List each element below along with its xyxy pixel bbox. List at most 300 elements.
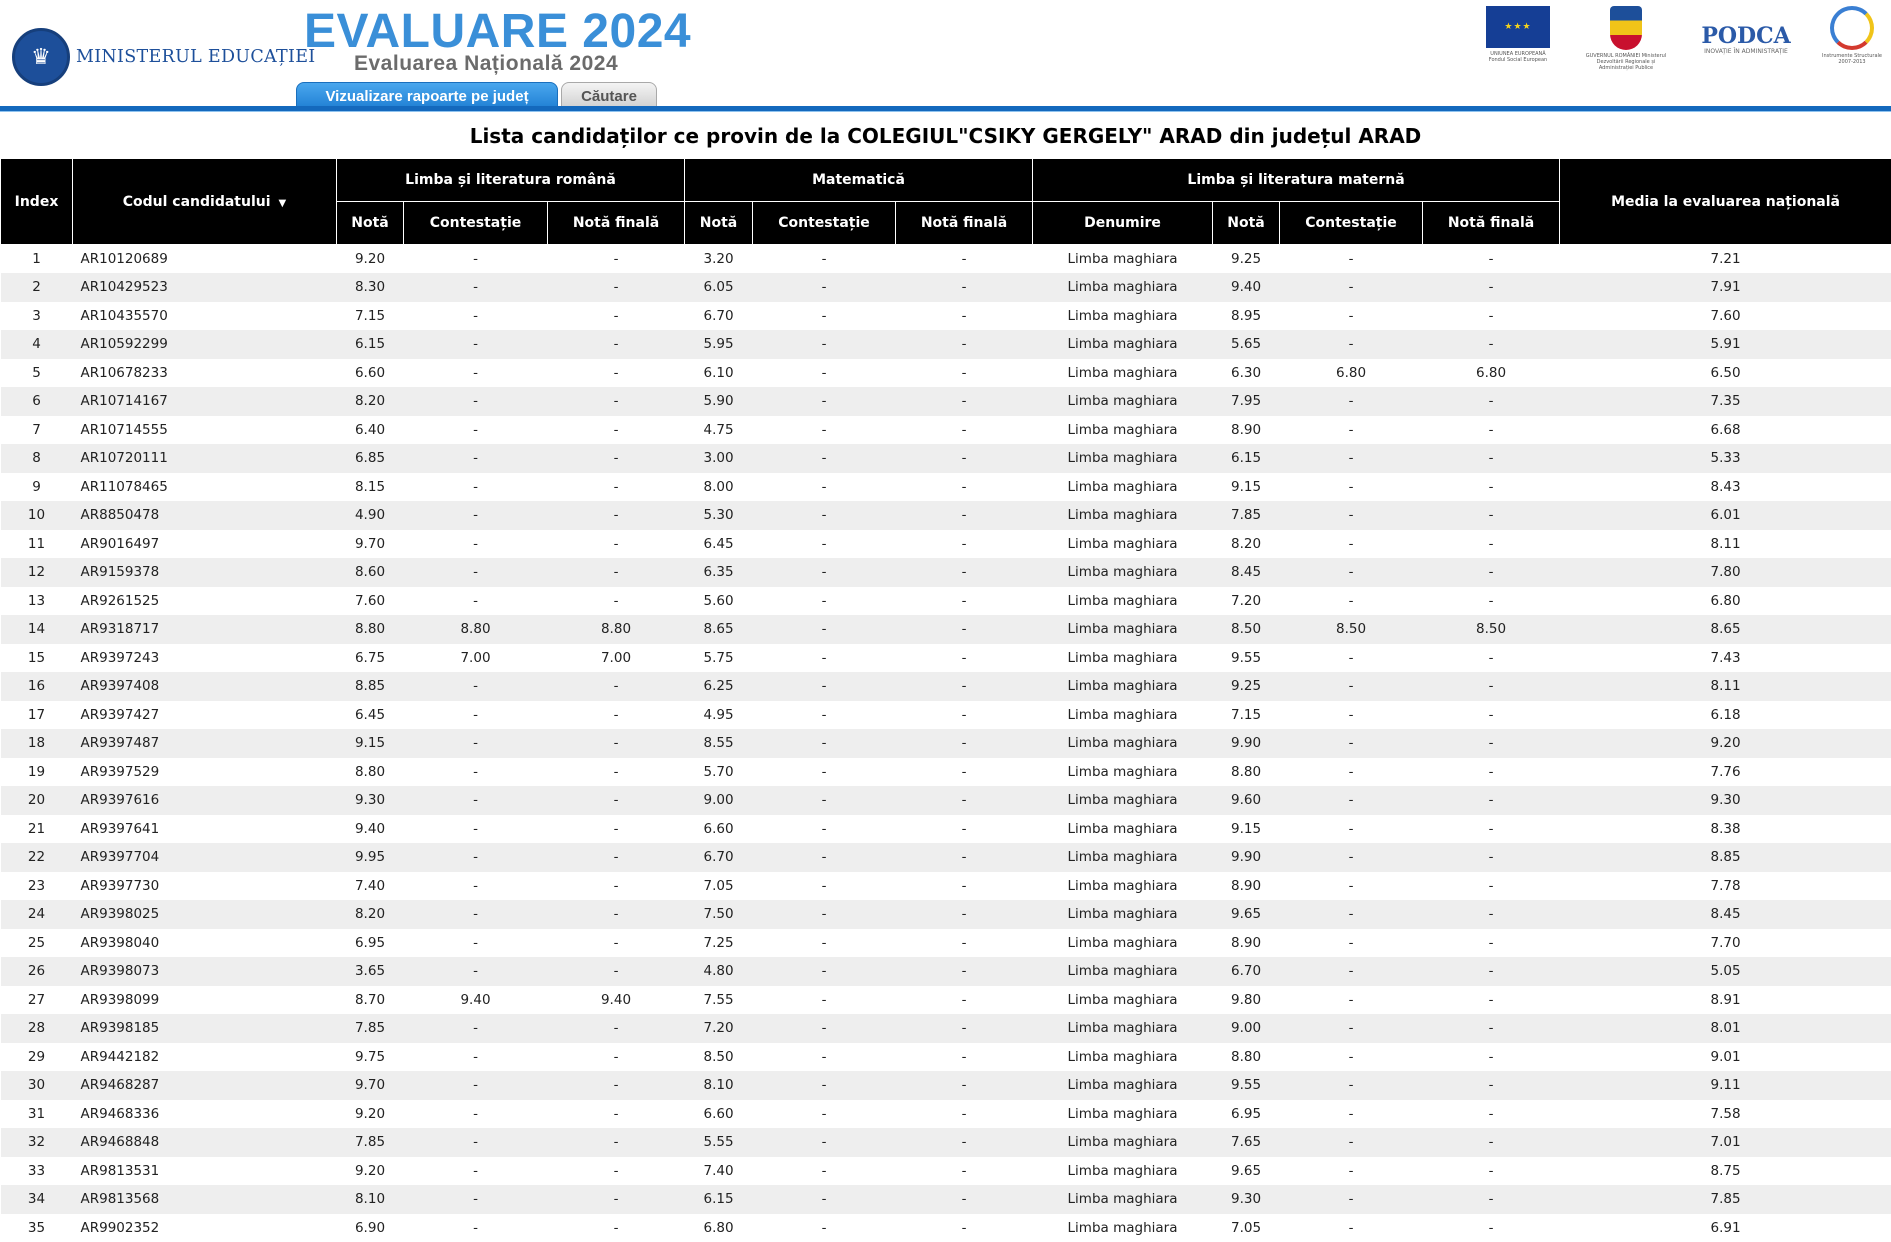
- cell-romana-nota: 8.80: [337, 615, 404, 644]
- header-materna-denumire: Denumire: [1033, 202, 1213, 245]
- cell-mate-nota: 6.70: [685, 843, 753, 872]
- cell-mate-contestatie: -: [753, 1185, 896, 1214]
- cell-candidate-code: AR9397408: [73, 672, 337, 701]
- cell-mate-nota: 6.35: [685, 558, 753, 587]
- header-materna-nota-finala: Notă finală: [1423, 202, 1560, 245]
- cell-materna-contestatie: 8.50: [1280, 615, 1423, 644]
- cell-candidate-code: AR9397616: [73, 786, 337, 815]
- cell-materna-contestatie: -: [1280, 501, 1423, 530]
- cell-index: 20: [1, 786, 73, 815]
- cell-candidate-code: AR9318717: [73, 615, 337, 644]
- header-romana: Limba și literatura română: [337, 159, 685, 202]
- cell-index: 14: [1, 615, 73, 644]
- cell-materna-nota-finala: -: [1423, 302, 1560, 331]
- cell-materna-denumire: Limba maghiara: [1033, 872, 1213, 901]
- cell-mate-contestatie: -: [753, 957, 896, 986]
- cell-mate-nota: 6.15: [685, 1185, 753, 1214]
- cell-romana-contestatie: -: [404, 444, 548, 473]
- cell-romana-contestatie: -: [404, 1043, 548, 1072]
- table-row: [1, 843, 1891, 872]
- cell-romana-contestatie: -: [404, 929, 548, 958]
- cell-materna-nota-finala: -: [1423, 530, 1560, 559]
- table-row: [1, 245, 1891, 274]
- cell-materna-nota-finala: -: [1423, 1043, 1560, 1072]
- cell-romana-nota-finala: -: [548, 1128, 685, 1157]
- cell-romana-nota: 9.70: [337, 530, 404, 559]
- candidates-table: [0, 158, 1891, 1242]
- cell-index: 9: [1, 473, 73, 502]
- app-subtitle: Evaluarea Națională 2024: [354, 52, 618, 76]
- tab-search[interactable]: Căutare: [561, 82, 657, 110]
- cell-candidate-code: AR11078465: [73, 473, 337, 502]
- tab-county-reports[interactable]: Vizualizare rapoarte pe județ: [296, 82, 558, 110]
- cell-romana-nota: 6.85: [337, 444, 404, 473]
- table-row: [1, 815, 1891, 844]
- cell-index: 24: [1, 900, 73, 929]
- cell-mate-nota: 9.00: [685, 786, 753, 815]
- cell-mate-contestatie: -: [753, 615, 896, 644]
- cell-materna-nota-finala: -: [1423, 843, 1560, 872]
- cell-materna-nota: 7.95: [1213, 387, 1280, 416]
- cell-romana-nota-finala: -: [548, 416, 685, 445]
- cell-mate-nota-finala: -: [896, 359, 1033, 388]
- cell-romana-contestatie: -: [404, 387, 548, 416]
- cell-mate-contestatie: -: [753, 330, 896, 359]
- cell-romana-contestatie: -: [404, 501, 548, 530]
- cell-materna-nota: 9.00: [1213, 1014, 1280, 1043]
- cell-mate-nota: 6.80: [685, 1214, 753, 1242]
- cell-media: 7.35: [1560, 387, 1891, 416]
- header-romana-nota: Notă: [337, 202, 404, 245]
- cell-mate-contestatie: -: [753, 1214, 896, 1242]
- cell-romana-nota-finala: -: [548, 330, 685, 359]
- table-row: [1, 758, 1891, 787]
- cell-romana-nota-finala: -: [548, 473, 685, 502]
- cell-romana-contestatie: -: [404, 473, 548, 502]
- cell-index: 4: [1, 330, 73, 359]
- cell-candidate-code: AR9397730: [73, 872, 337, 901]
- cell-romana-nota: 9.20: [337, 1157, 404, 1186]
- cell-candidate-code: AR9398073: [73, 957, 337, 986]
- cell-candidate-code: AR9468287: [73, 1071, 337, 1100]
- cell-mate-contestatie: -: [753, 587, 896, 616]
- cell-materna-nota: 7.05: [1213, 1214, 1280, 1242]
- cell-materna-denumire: Limba maghiara: [1033, 701, 1213, 730]
- cell-materna-denumire: Limba maghiara: [1033, 615, 1213, 644]
- cell-mate-contestatie: -: [753, 1157, 896, 1186]
- cell-materna-contestatie: -: [1280, 815, 1423, 844]
- cell-mate-contestatie: -: [753, 986, 896, 1015]
- cell-materna-nota: 9.25: [1213, 672, 1280, 701]
- cell-media: 9.20: [1560, 729, 1891, 758]
- cell-mate-nota-finala: -: [896, 957, 1033, 986]
- cell-mate-nota-finala: -: [896, 701, 1033, 730]
- cell-romana-nota-finala: -: [548, 701, 685, 730]
- cell-materna-nota-finala: -: [1423, 1185, 1560, 1214]
- page-header: [0, 0, 1891, 110]
- cell-materna-nota-finala: -: [1423, 900, 1560, 929]
- cell-materna-denumire: Limba maghiara: [1033, 1043, 1213, 1072]
- cell-materna-nota-finala: -: [1423, 558, 1560, 587]
- cell-candidate-code: AR9397487: [73, 729, 337, 758]
- header-materna-contestatie: Contestație: [1280, 202, 1423, 245]
- cell-index: 25: [1, 929, 73, 958]
- cell-materna-denumire: Limba maghiara: [1033, 416, 1213, 445]
- cell-materna-denumire: Limba maghiara: [1033, 815, 1213, 844]
- cell-materna-denumire: Limba maghiara: [1033, 473, 1213, 502]
- cell-candidate-code: AR10714555: [73, 416, 337, 445]
- cell-materna-nota: 8.90: [1213, 416, 1280, 445]
- cell-romana-nota: 6.95: [337, 929, 404, 958]
- cell-materna-nota: 7.15: [1213, 701, 1280, 730]
- cell-mate-contestatie: -: [753, 302, 896, 331]
- cell-romana-nota-finala: -: [548, 530, 685, 559]
- cell-materna-contestatie: -: [1280, 644, 1423, 673]
- ministry-logo[interactable]: [12, 28, 316, 86]
- table-row: [1, 530, 1891, 559]
- cell-romana-nota: 6.15: [337, 330, 404, 359]
- cell-candidate-code: AR9261525: [73, 587, 337, 616]
- government-crest-icon: [1610, 6, 1642, 50]
- cell-materna-contestatie: 6.80: [1280, 359, 1423, 388]
- cell-candidate-code: AR10429523: [73, 273, 337, 302]
- cell-materna-contestatie: -: [1280, 273, 1423, 302]
- cell-romana-nota: 9.30: [337, 786, 404, 815]
- cell-index: 8: [1, 444, 73, 473]
- cell-mate-nota-finala: -: [896, 501, 1033, 530]
- cell-media: 8.45: [1560, 900, 1891, 929]
- table-row: [1, 302, 1891, 331]
- cell-mate-contestatie: -: [753, 1100, 896, 1129]
- cell-mate-nota-finala: -: [896, 900, 1033, 929]
- cell-materna-nota-finala: -: [1423, 644, 1560, 673]
- cell-mate-nota-finala: -: [896, 1071, 1033, 1100]
- cell-media: 6.91: [1560, 1214, 1891, 1242]
- cell-romana-nota-finala: -: [548, 1043, 685, 1072]
- cell-index: 23: [1, 872, 73, 901]
- header-romana-nota-finala: Notă finală: [548, 202, 685, 245]
- header-stripe: [0, 106, 1891, 112]
- cell-mate-contestatie: -: [753, 1043, 896, 1072]
- cell-materna-denumire: Limba maghiara: [1033, 1071, 1213, 1100]
- cell-materna-nota: 9.55: [1213, 1071, 1280, 1100]
- cell-romana-nota-finala: -: [548, 729, 685, 758]
- cell-mate-nota-finala: -: [896, 929, 1033, 958]
- cell-materna-contestatie: -: [1280, 1071, 1423, 1100]
- cell-materna-nota-finala: -: [1423, 387, 1560, 416]
- cell-mate-contestatie: -: [753, 530, 896, 559]
- cell-index: 16: [1, 672, 73, 701]
- header-mate-nota: Notă: [685, 202, 753, 245]
- cell-mate-nota-finala: -: [896, 1014, 1033, 1043]
- cell-mate-nota: 8.00: [685, 473, 753, 502]
- cell-mate-nota-finala: -: [896, 843, 1033, 872]
- cell-materna-denumire: Limba maghiara: [1033, 1128, 1213, 1157]
- cell-romana-nota-finala: -: [548, 245, 685, 274]
- cell-romana-nota-finala: 7.00: [548, 644, 685, 673]
- cell-media: 8.75: [1560, 1157, 1891, 1186]
- cell-media: 8.65: [1560, 615, 1891, 644]
- structural-instruments-logo: Instrumente Structurale 2007-2013: [1813, 6, 1891, 65]
- cell-mate-nota-finala: -: [896, 644, 1033, 673]
- cell-candidate-code: AR9468336: [73, 1100, 337, 1129]
- cell-materna-nota-finala: -: [1423, 1128, 1560, 1157]
- cell-index: 31: [1, 1100, 73, 1129]
- cell-index: 33: [1, 1157, 73, 1186]
- cell-romana-contestatie: -: [404, 302, 548, 331]
- cell-romana-contestatie: -: [404, 957, 548, 986]
- cell-materna-nota: 9.25: [1213, 245, 1280, 274]
- cell-candidate-code: AR9398099: [73, 986, 337, 1015]
- cell-mate-nota-finala: -: [896, 473, 1033, 502]
- cell-mate-contestatie: -: [753, 558, 896, 587]
- cell-index: 1: [1, 245, 73, 274]
- cell-media: 9.30: [1560, 786, 1891, 815]
- table-row: [1, 957, 1891, 986]
- cell-candidate-code: AR9397704: [73, 843, 337, 872]
- cell-materna-nota: 9.90: [1213, 843, 1280, 872]
- cell-mate-contestatie: -: [753, 872, 896, 901]
- header-code-sort[interactable]: Codul candidatului ▼: [73, 159, 337, 245]
- cell-romana-contestatie: -: [404, 530, 548, 559]
- cell-romana-contestatie: -: [404, 815, 548, 844]
- cell-media: 6.18: [1560, 701, 1891, 730]
- cell-materna-contestatie: -: [1280, 1157, 1423, 1186]
- cell-materna-nota-finala: 8.50: [1423, 615, 1560, 644]
- table-row: [1, 1100, 1891, 1129]
- cell-materna-nota-finala: -: [1423, 444, 1560, 473]
- cell-romana-contestatie: 9.40: [404, 986, 548, 1015]
- sort-down-icon: ▼: [279, 198, 287, 209]
- cell-romana-nota-finala: -: [548, 444, 685, 473]
- cell-mate-nota-finala: -: [896, 245, 1033, 274]
- cell-materna-contestatie: -: [1280, 1043, 1423, 1072]
- table-row: [1, 1043, 1891, 1072]
- cell-materna-nota: 9.60: [1213, 786, 1280, 815]
- cell-materna-contestatie: -: [1280, 672, 1423, 701]
- cell-candidate-code: AR9398185: [73, 1014, 337, 1043]
- cell-romana-nota: 8.15: [337, 473, 404, 502]
- cell-mate-nota-finala: -: [896, 587, 1033, 616]
- cell-materna-nota: 9.65: [1213, 900, 1280, 929]
- cell-mate-nota-finala: -: [896, 872, 1033, 901]
- cell-candidate-code: AR9442182: [73, 1043, 337, 1072]
- cell-mate-nota: 6.05: [685, 273, 753, 302]
- cell-materna-nota: 6.15: [1213, 444, 1280, 473]
- cell-media: 7.70: [1560, 929, 1891, 958]
- cell-materna-denumire: Limba maghiara: [1033, 302, 1213, 331]
- app-title: EVALUARE 2024: [304, 4, 691, 59]
- cell-romana-nota-finala: -: [548, 672, 685, 701]
- cell-romana-contestatie: -: [404, 872, 548, 901]
- cell-candidate-code: AR9468848: [73, 1128, 337, 1157]
- cell-romana-nota: 6.45: [337, 701, 404, 730]
- cell-romana-nota-finala: -: [548, 1214, 685, 1242]
- cell-materna-nota-finala: -: [1423, 929, 1560, 958]
- cell-media: 7.91: [1560, 273, 1891, 302]
- cell-mate-nota-finala: -: [896, 1157, 1033, 1186]
- cell-mate-nota: 8.50: [685, 1043, 753, 1072]
- cell-materna-contestatie: -: [1280, 587, 1423, 616]
- cell-mate-nota: 5.60: [685, 587, 753, 616]
- cell-romana-contestatie: -: [404, 843, 548, 872]
- cell-index: 5: [1, 359, 73, 388]
- cell-materna-nota: 7.65: [1213, 1128, 1280, 1157]
- cell-romana-nota-finala: -: [548, 1071, 685, 1100]
- cell-media: 5.91: [1560, 330, 1891, 359]
- government-logo: GUVERNUL ROMÂNIEI Ministerul Dezvoltării Regionale și Administrației Publice: [1573, 6, 1679, 71]
- cell-romana-nota-finala: -: [548, 1100, 685, 1129]
- cell-materna-nota: 8.50: [1213, 615, 1280, 644]
- cell-romana-contestatie: -: [404, 900, 548, 929]
- cell-candidate-code: AR9398040: [73, 929, 337, 958]
- cell-materna-nota: 9.90: [1213, 729, 1280, 758]
- cell-mate-nota-finala: -: [896, 1043, 1033, 1072]
- cell-media: 7.85: [1560, 1185, 1891, 1214]
- cell-mate-nota-finala: -: [896, 530, 1033, 559]
- cell-materna-nota: 6.70: [1213, 957, 1280, 986]
- cell-index: 13: [1, 587, 73, 616]
- table-row: [1, 387, 1891, 416]
- cell-mate-nota: 7.05: [685, 872, 753, 901]
- cell-media: 8.11: [1560, 530, 1891, 559]
- cell-materna-contestatie: -: [1280, 986, 1423, 1015]
- cell-romana-contestatie: -: [404, 1100, 548, 1129]
- cell-materna-contestatie: -: [1280, 701, 1423, 730]
- cell-mate-nota: 6.10: [685, 359, 753, 388]
- cell-materna-nota-finala: -: [1423, 1214, 1560, 1242]
- cell-romana-nota: 7.85: [337, 1128, 404, 1157]
- cell-romana-contestatie: -: [404, 786, 548, 815]
- cell-candidate-code: AR9397529: [73, 758, 337, 787]
- cell-materna-nota-finala: -: [1423, 1014, 1560, 1043]
- cell-media: 9.11: [1560, 1071, 1891, 1100]
- structural-instruments-icon: [1830, 6, 1874, 50]
- cell-materna-contestatie: -: [1280, 729, 1423, 758]
- cell-index: 26: [1, 957, 73, 986]
- cell-mate-contestatie: -: [753, 273, 896, 302]
- cell-materna-nota: 9.30: [1213, 1185, 1280, 1214]
- cell-materna-denumire: Limba maghiara: [1033, 758, 1213, 787]
- cell-materna-denumire: Limba maghiara: [1033, 558, 1213, 587]
- cell-romana-nota-finala: -: [548, 1014, 685, 1043]
- cell-candidate-code: AR10592299: [73, 330, 337, 359]
- cell-romana-nota: 6.40: [337, 416, 404, 445]
- cell-romana-contestatie: -: [404, 330, 548, 359]
- cell-materna-contestatie: -: [1280, 957, 1423, 986]
- cell-candidate-code: AR10435570: [73, 302, 337, 331]
- cell-index: 7: [1, 416, 73, 445]
- cell-materna-nota-finala: -: [1423, 330, 1560, 359]
- header-mate-contestatie: Contestație: [753, 202, 896, 245]
- cell-romana-contestatie: -: [404, 1014, 548, 1043]
- cell-romana-nota: 4.90: [337, 501, 404, 530]
- cell-romana-contestatie: -: [404, 1128, 548, 1157]
- cell-materna-nota: 8.90: [1213, 929, 1280, 958]
- header-romana-contestatie: Contestație: [404, 202, 548, 245]
- table-row: [1, 929, 1891, 958]
- cell-materna-nota-finala: -: [1423, 786, 1560, 815]
- cell-materna-denumire: Limba maghiara: [1033, 1157, 1213, 1186]
- cell-candidate-code: AR9397641: [73, 815, 337, 844]
- cell-materna-nota-finala: -: [1423, 957, 1560, 986]
- cell-romana-nota-finala: -: [548, 786, 685, 815]
- table-row: [1, 701, 1891, 730]
- table-row: [1, 1214, 1891, 1242]
- cell-materna-denumire: Limba maghiara: [1033, 530, 1213, 559]
- cell-materna-nota: 8.80: [1213, 758, 1280, 787]
- cell-mate-contestatie: -: [753, 786, 896, 815]
- table-row: [1, 872, 1891, 901]
- header-media: Media la evaluarea națională: [1560, 159, 1891, 245]
- cell-materna-contestatie: -: [1280, 245, 1423, 274]
- cell-mate-nota-finala: -: [896, 416, 1033, 445]
- cell-materna-denumire: Limba maghiara: [1033, 1214, 1213, 1242]
- cell-romana-contestatie: -: [404, 1071, 548, 1100]
- header-mate-nota-finala: Notă finală: [896, 202, 1033, 245]
- table-row: [1, 416, 1891, 445]
- cell-romana-nota: 9.20: [337, 1100, 404, 1129]
- cell-materna-nota-finala: -: [1423, 815, 1560, 844]
- cell-mate-nota: 6.60: [685, 815, 753, 844]
- cell-materna-contestatie: -: [1280, 530, 1423, 559]
- cell-candidate-code: AR9016497: [73, 530, 337, 559]
- cell-media: 5.05: [1560, 957, 1891, 986]
- cell-materna-nota-finala: -: [1423, 872, 1560, 901]
- cell-mate-nota-finala: -: [896, 672, 1033, 701]
- cell-index: 29: [1, 1043, 73, 1072]
- cell-media: 6.50: [1560, 359, 1891, 388]
- table-row: [1, 473, 1891, 502]
- cell-mate-nota-finala: -: [896, 986, 1033, 1015]
- cell-candidate-code: AR9397427: [73, 701, 337, 730]
- cell-romana-nota: 3.65: [337, 957, 404, 986]
- cell-index: 2: [1, 273, 73, 302]
- cell-materna-denumire: Limba maghiara: [1033, 245, 1213, 274]
- cell-romana-contestatie: -: [404, 729, 548, 758]
- cell-materna-nota-finala: -: [1423, 1100, 1560, 1129]
- cell-candidate-code: AR8850478: [73, 501, 337, 530]
- cell-mate-contestatie: -: [753, 729, 896, 758]
- cell-romana-contestatie: -: [404, 416, 548, 445]
- cell-romana-nota: 9.75: [337, 1043, 404, 1072]
- cell-materna-denumire: Limba maghiara: [1033, 672, 1213, 701]
- cell-materna-denumire: Limba maghiara: [1033, 587, 1213, 616]
- cell-candidate-code: AR10714167: [73, 387, 337, 416]
- cell-romana-nota-finala: -: [548, 558, 685, 587]
- cell-romana-nota-finala: -: [548, 273, 685, 302]
- cell-mate-nota: 5.90: [685, 387, 753, 416]
- cell-candidate-code: AR10120689: [73, 245, 337, 274]
- cell-mate-nota: 5.30: [685, 501, 753, 530]
- cell-candidate-code: AR9813531: [73, 1157, 337, 1186]
- cell-mate-nota: 4.75: [685, 416, 753, 445]
- cell-mate-contestatie: -: [753, 900, 896, 929]
- cell-materna-nota: 8.90: [1213, 872, 1280, 901]
- cell-media: 6.01: [1560, 501, 1891, 530]
- cell-mate-nota: 6.70: [685, 302, 753, 331]
- cell-romana-contestatie: -: [404, 359, 548, 388]
- cell-romana-nota: 8.20: [337, 900, 404, 929]
- table-row: [1, 1185, 1891, 1214]
- cell-materna-denumire: Limba maghiara: [1033, 501, 1213, 530]
- cell-mate-nota: 7.40: [685, 1157, 753, 1186]
- table-row: [1, 273, 1891, 302]
- eu-logo: ★★★ UNIUNEA EUROPEANĂ Fondul Social European: [1463, 6, 1573, 63]
- cell-materna-nota-finala: -: [1423, 473, 1560, 502]
- cell-romana-nota-finala: 9.40: [548, 986, 685, 1015]
- cell-candidate-code: AR9398025: [73, 900, 337, 929]
